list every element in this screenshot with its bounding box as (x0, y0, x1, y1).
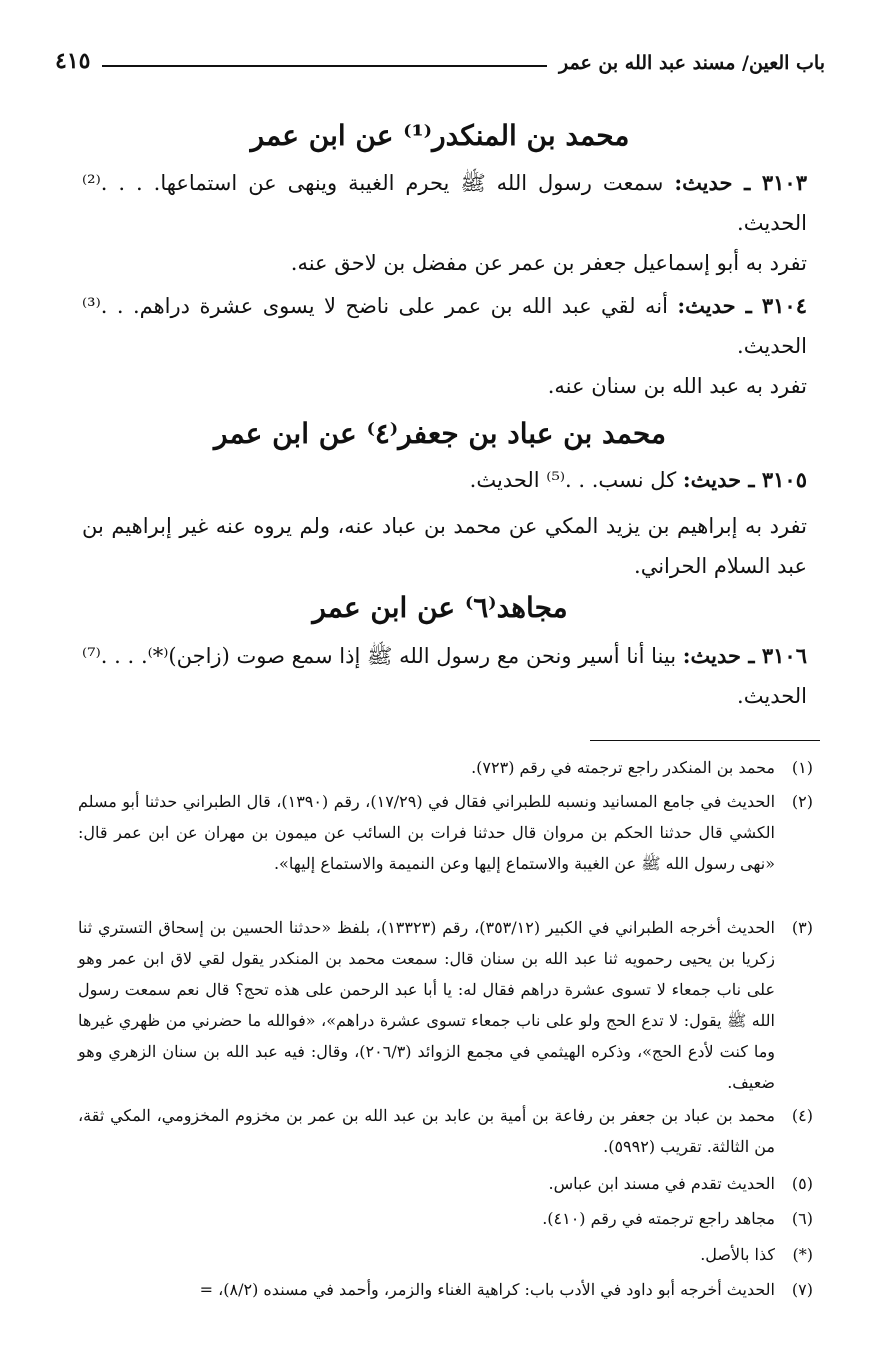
hadith-number: ٣١٠٦ ـ حديث: (682, 643, 807, 668)
footnote-mark: (٥) (791, 1174, 813, 1193)
hadith-number: ٣١٠٤ ـ حديث: (677, 293, 807, 318)
footnote-text: الحديث تقدم في مسند ابن عباس. (548, 1174, 775, 1193)
footnote-text: محمد بن المنكدر راجع ترجمته في رقم (٧٢٣). (471, 758, 775, 777)
section-heading-ibn-munkadir: محمد بن المنكدر⁽¹⁾ عن ابن عمر (250, 119, 630, 152)
hadith-text: كل نسب. . .⁽⁵⁾ الحديث. (469, 468, 677, 492)
hadith-text: سمعت رسول الله ﷺ يحرم الغيبة وينهى عن استماعها. . . .⁽²⁾ الحديث. (82, 171, 807, 235)
hadith-note: تفرد به إبراهيم بن يزيد المكي عن محمد بن عباد عنه، ولم يروه عنه غير إبراهيم بن عبد السلام الحراني. (82, 514, 807, 578)
running-header (55, 40, 825, 74)
footnote-6 (78, 1203, 813, 1234)
footnote-mark: (٧) (791, 1280, 813, 1299)
footnote-star (78, 1239, 813, 1270)
footnote-2 (78, 786, 813, 879)
hadith-text: أنه لقي عبد الله بن عمر على ناضح لا يسوى عشرة دراهم. . .⁽³⁾ الحديث. (82, 294, 807, 358)
footnote-separator (590, 740, 820, 741)
section-heading-ibn-abbad: محمد بن عباد بن جعفر⁽٤⁾ عن ابن عمر (214, 417, 666, 450)
footnote-mark: (*) (792, 1245, 813, 1264)
hadith-3104 (82, 286, 807, 366)
footnote-3 (78, 912, 813, 1098)
hadith-note: تفرد به أبو إسماعيل جعفر بن عمر عن مفضل بن لاحق عنه. (290, 251, 807, 275)
hadith-note: تفرد به عبد الله بن سنان عنه. (547, 374, 807, 398)
footnote-text: الحديث أخرجه أبو داود في الأدب باب: كراهية الغناء والزمر، وأحمد في مسنده (٨/٢)، = (199, 1280, 775, 1299)
section-heading-mujahid: مجاهد⁽٦⁾ عن ابن عمر (312, 591, 568, 624)
footnote-mark: (٣) (791, 918, 813, 937)
footnote-mark: (٢) (791, 792, 813, 811)
footnote-text: الحديث أخرجه الطبراني في الكبير (٣٥٣/١٢)، رقم (١٣٣٢٣)، بلفظ «حدثنا الحسين بن إسحاق التستري ثنا زكريا بن يحيى رحمويه ثنا عبد الله بن سنان قال: سمعت محمد بن المنكدر يقول لقي لاق ابن عمر وهو على ناب جمعاء لا تسوى عشرة دراهم فقال له: يا أبا عبد الرحمن على هذه تحج؟ قال نعم سمعت رسول الله ﷺ يقول: لا تدع الحج ولو على ناب جمعاء تسوى عشرة دراهم»، «فوالله ما حضرني من ظهري غيرها وما كنت لأدع الحج»، وذكره الهيثمي في مجمع الزوائد (٢٠٦/٣)، وقال: فيه عبد الله بن سنان الزهري وهو ضعيف. (78, 918, 775, 1092)
hadith-3106 (82, 636, 807, 716)
footnote-text: الحديث في جامع المسانيد ونسبه للطبراني فقال في (١٧/٢٩)، رقم (١٣٩٠)، قال الطبراني حدثنا أبو مسلم الكشي قال حدثنا الحكم بن مروان قال حدثنا فرات بن السائب عن ميمون بن مهران عن ابن عمر قال: «نهى رسول الله ﷺ عن الغيبة والاستماع إليها وعن النميمة والاستماع إليها». (78, 792, 776, 873)
hadith-number: ٣١٠٣ ـ حديث: (674, 170, 807, 195)
footnote-7 (78, 1274, 813, 1305)
hadith-3103 (82, 163, 807, 243)
footnote-mark: (٤) (791, 1106, 813, 1125)
footnote-1 (78, 752, 813, 783)
footnote-text: كذا بالأصل. (700, 1245, 775, 1264)
footnote-text: مجاهد راجع ترجمته في رقم (٤١٠). (542, 1209, 775, 1228)
footnote-mark: (٦) (791, 1209, 813, 1228)
header-rule (102, 65, 547, 67)
footnote-mark: (١) (791, 758, 813, 777)
footnote-4 (78, 1100, 813, 1162)
page-number: ٤١٥ (55, 48, 91, 74)
running-title: باب العين/ مسند عبد الله بن عمر (559, 52, 825, 74)
hadith-number: ٣١٠٥ ـ حديث: (682, 467, 807, 492)
hadith-text: بينا أنا أسير ونحن مع رسول الله ﷺ إذا سمع صوت (زاجن)⁽*⁾. . . .⁽⁷⁾ الحديث. (82, 644, 807, 708)
footnote-5 (78, 1168, 813, 1199)
footnote-text: محمد بن عباد بن جعفر بن رفاعة بن أمية بن عابد بن عبد الله بن عمر بن مخزوم المخزومي، المكي ثقة، من الثالثة. تقريب (٥٩٩٢). (78, 1106, 775, 1156)
hadith-3105 (82, 460, 807, 500)
